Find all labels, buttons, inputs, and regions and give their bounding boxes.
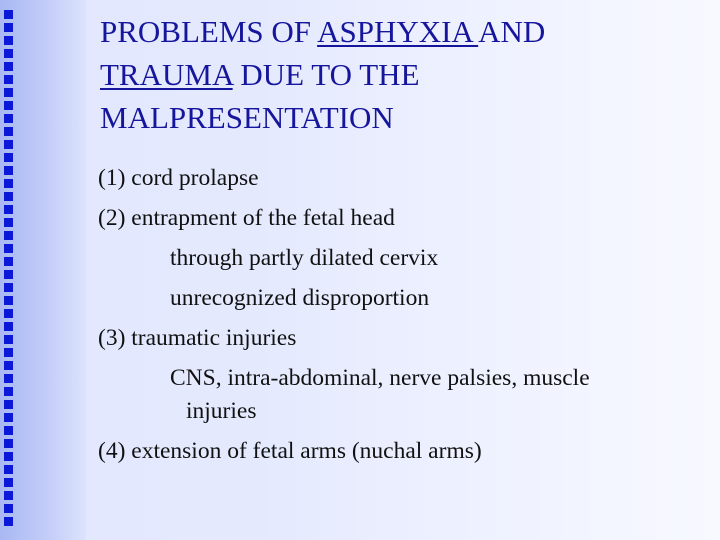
decorative-square	[4, 283, 13, 292]
list-subitem: through partly dilated cervix	[170, 245, 439, 271]
list-item: (1) cord prolapse	[98, 165, 259, 191]
decorative-square	[4, 400, 13, 409]
slide-title	[100, 10, 700, 139]
title-text-part3: DUE TO THE	[232, 57, 420, 92]
decorative-square	[4, 36, 13, 45]
list-item: (4) extension of fetal arms (nuchal arms)	[98, 438, 482, 464]
left-decorative-bar	[0, 0, 86, 540]
decorative-square	[4, 218, 13, 227]
decorative-square	[4, 153, 13, 162]
decorative-square	[4, 309, 13, 318]
decorative-square	[4, 413, 13, 422]
title-text-part1: PROBLEMS OF	[100, 14, 318, 49]
decorative-square	[4, 101, 13, 110]
decorative-square	[4, 491, 13, 500]
slide-body	[98, 158, 698, 471]
decorative-square	[4, 244, 13, 253]
decorative-square	[4, 348, 13, 357]
decorative-square	[4, 88, 13, 97]
title-line-3: MALPRESENTATION	[100, 100, 394, 135]
list-subitem: unrecognized disproportion	[170, 285, 430, 311]
title-underlined-asphyxia: ASPHYXIA	[317, 14, 479, 49]
decorative-square	[4, 127, 13, 136]
list-item: (3) traumatic injuries	[98, 325, 297, 351]
title-line-2	[100, 53, 700, 96]
decorative-square	[4, 335, 13, 344]
title-underlined-trauma: TRAUMA	[100, 57, 233, 92]
title-text-part2: AND	[478, 14, 546, 49]
decorative-square	[4, 270, 13, 279]
title-line-1	[100, 10, 700, 53]
decorative-square	[4, 322, 13, 331]
decorative-square	[4, 517, 13, 526]
decorative-square	[4, 465, 13, 474]
list-subitem-continuation: injuries	[186, 398, 257, 424]
decorative-square	[4, 205, 13, 214]
decorative-square	[4, 478, 13, 487]
decorative-square	[4, 166, 13, 175]
decorative-square	[4, 426, 13, 435]
decorative-square	[4, 257, 13, 266]
decorative-square	[4, 49, 13, 58]
decorative-square	[4, 62, 13, 71]
decorative-square	[4, 231, 13, 240]
decorative-square	[4, 387, 13, 396]
square-pattern	[4, 10, 16, 530]
decorative-square	[4, 361, 13, 370]
decorative-square	[4, 452, 13, 461]
decorative-square	[4, 179, 13, 188]
decorative-square	[4, 23, 13, 32]
decorative-square	[4, 504, 13, 513]
decorative-square	[4, 296, 13, 305]
decorative-square	[4, 114, 13, 123]
decorative-square	[4, 10, 13, 19]
decorative-square	[4, 75, 13, 84]
decorative-square	[4, 140, 13, 149]
list-subitem: CNS, intra-abdominal, nerve palsies, muscle	[170, 365, 590, 391]
decorative-square	[4, 192, 13, 201]
decorative-square	[4, 374, 13, 383]
decorative-square	[4, 439, 13, 448]
list-item: (2) entrapment of the fetal head	[98, 205, 395, 231]
